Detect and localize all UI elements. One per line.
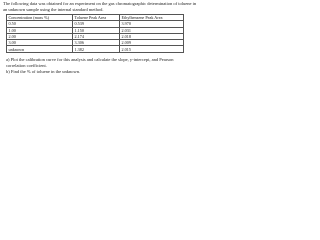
table-cell: 2.00 [7, 33, 73, 39]
header-concentration: Concentration (mass %) [7, 15, 73, 21]
table-row [7, 46, 184, 52]
table-header-row [7, 15, 184, 21]
question-a-line1: a) Plot the calibration curve for this analysis and calculate the slope, y-intercept, and Pearson [6, 57, 174, 62]
table-cell: 2.018 [120, 33, 184, 39]
table-cell: 1.00 [7, 27, 73, 33]
table-cell: unknown [7, 46, 73, 52]
table-cell: 3.970 [120, 21, 184, 27]
table-cell: 0.539 [73, 21, 120, 27]
table-cell: 2.031 [120, 27, 184, 33]
table-cell: 1.382 [73, 46, 120, 52]
table-cell: 2.174 [73, 33, 120, 39]
header-toluene-area: Toluene Peak Area [73, 15, 120, 21]
table-cell: 2.009 [120, 40, 184, 46]
data-table [6, 14, 184, 53]
table-cell: 0.50 [7, 21, 73, 27]
table-cell: 3.00 [7, 40, 73, 46]
table-cell: 1.150 [73, 27, 120, 33]
header-ethylbenzene-area: Ethylbenzene Peak Area [120, 15, 184, 21]
table-cell: 3.306 [73, 40, 120, 46]
table-cell: 2.015 [120, 46, 184, 52]
question-b: b) Find the % of toluene in the unknown. [6, 69, 81, 74]
problem-intro: The following data was obtained for an experiment on the gas chromatographic determination of toluene in an unknown sample using the internal standard method. [3, 1, 197, 12]
question-a-line2: correlation coefficient. [6, 63, 47, 68]
